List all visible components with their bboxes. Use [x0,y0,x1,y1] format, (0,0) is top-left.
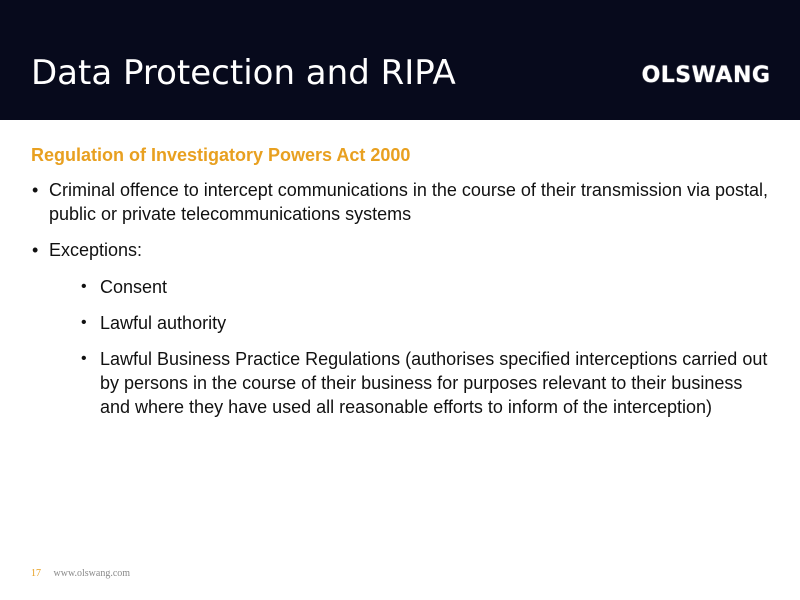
sub-bullet-item: • Lawful Business Practice Regulations (authorises specified interceptions carried out by persons in the course of their business for purposes relevant to their business and where they have used all reasonable efforts to inform of the interception) [49,347,776,419]
sub-bullet-item: • Lawful authority [49,311,776,335]
slide-body [31,143,776,431]
bullet-text: Exceptions: [49,240,143,260]
bullet-item: • Criminal offence to intercept communications in the course of their transmission via postal, public or private telecommunications systems [31,178,776,226]
bullet-item-exceptions [31,238,776,419]
slide-subtitle: Regulation of Investigatory Powers Act 2000 [31,145,411,165]
slide-footer [31,567,130,581]
slide-title: Data Protection and RIPA [31,53,456,93]
olswang-logo: OLSWANG [641,63,771,88]
page-number: 17 [31,568,41,579]
slide-header [0,0,800,120]
sub-bullet-item: • Consent [49,275,776,299]
bullet-list [31,178,776,419]
sub-bullet-list [49,275,776,419]
footer-website: www.olswang.com [53,568,131,579]
